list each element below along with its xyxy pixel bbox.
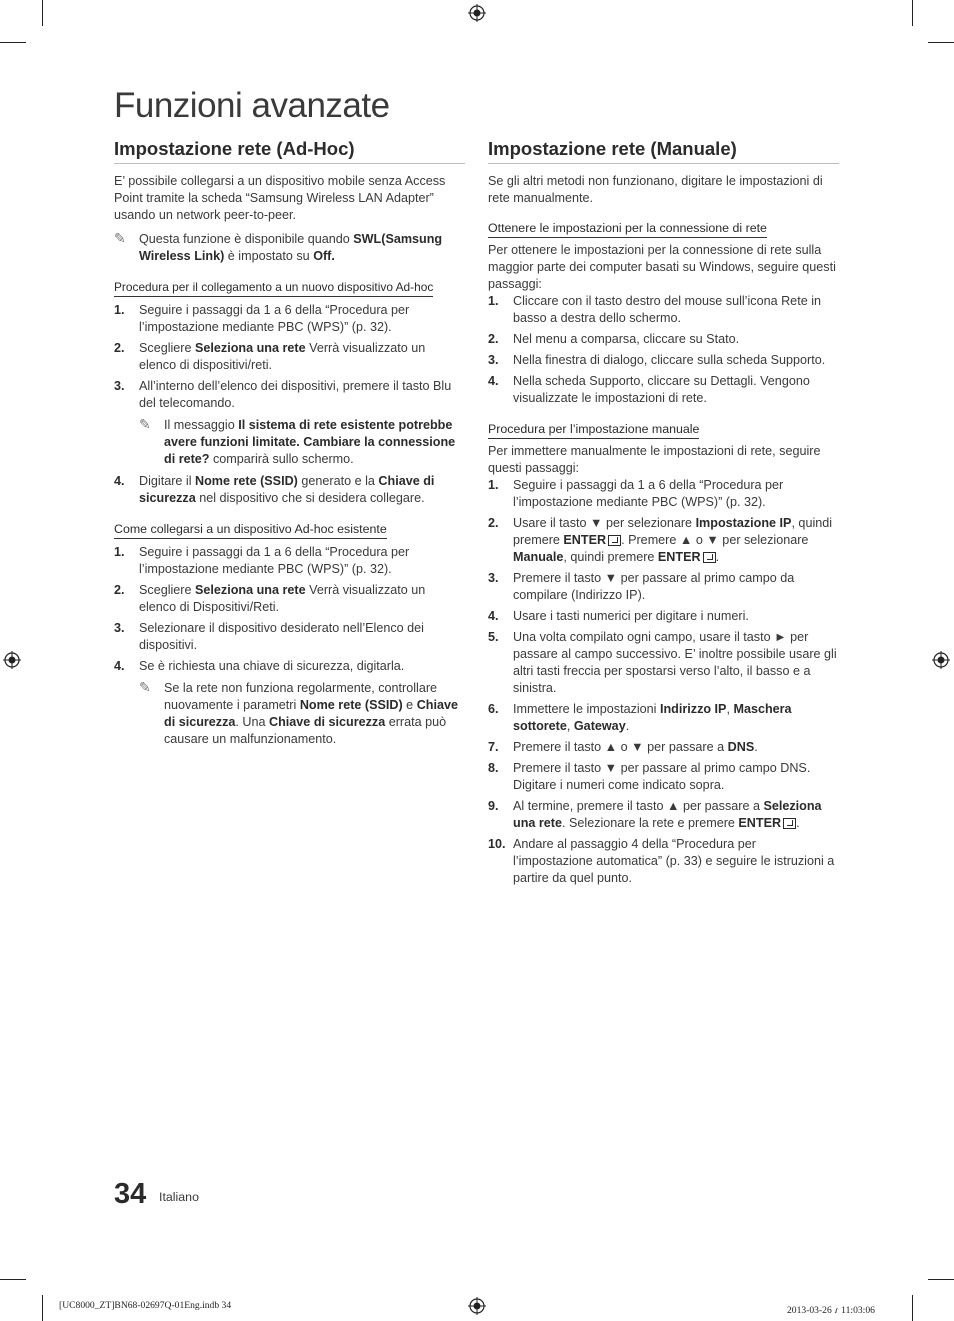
paragraph: Per ottenere le impostazioni per la connessione di rete sulla maggior parte dei computer basati su Windows, seguire questi passaggi: bbox=[488, 243, 836, 291]
enter-key-icon bbox=[608, 535, 621, 546]
pencil-note-icon: ✎ bbox=[139, 416, 151, 432]
note: ✎ Questa funzione è disponibile quando SWL(Samsung Wireless Link) è impostato su Off. bbox=[114, 230, 443, 263]
subsection-heading: Ottenere le impostazioni per la connessione di rete bbox=[488, 220, 767, 238]
section-heading: Impostazione rete (Ad-Hoc) bbox=[114, 137, 465, 164]
intro-text: E’ possibile collegarsi a un dispositivo mobile senza Access Point tramite la scheda “Samsung Wireless LAN Adapter” usando un network peer-to-peer. bbox=[114, 174, 446, 222]
crop-mark bbox=[42, 0, 43, 26]
crop-mark bbox=[912, 0, 913, 26]
pencil-note-icon: ✎ bbox=[139, 679, 151, 695]
note: ✎ Se la rete non funziona regolarmente, controllare nuovamente i parametri Nome rete (SSID) e Chiave di sicurezza. Una Chiave di sicurezza errata può causare un malfunzionamento. bbox=[139, 679, 459, 746]
crop-mark bbox=[0, 42, 26, 43]
list-item: 3. All’interno dell’elenco dei dispositivi, premere il tasto Blu del telecomando. ✎ Il messaggio Il sistema di rete esistente potrebbe avere funzioni limitate. Cambiare la connessione di rete? comparirà sullo schermo. bbox=[114, 378, 465, 468]
list-item: 2. Usare il tasto ▼ per selezionare Impostazione IP, quindi premere ENTER . Premere ▲ o ▼ per selezionare Manuale, quindi premere ENTER . bbox=[488, 516, 833, 564]
registration-mark-icon bbox=[932, 651, 950, 669]
file-slug: [UC8000_ZT]BN68-02697Q-01Eng.indb 34 bbox=[59, 1300, 232, 1311]
registration-mark-icon bbox=[468, 1297, 486, 1315]
list-item: 4. Se è richiesta una chiave di sicurezza, digitarla. ✎ Se la rete non funziona regolarmente, controllare nuovamente i parametri Nome rete (SSID) e Chiave di sicurezza. Una Chiave di sicurezza errata può causare un malfunzionamento. bbox=[114, 658, 465, 748]
crop-mark bbox=[0, 1279, 26, 1280]
list-item: 1. Seguire i passaggi da 1 a 6 della “Procedura per l’impostazione mediante PBC (WPS)” (p. 32). bbox=[114, 545, 410, 576]
list-item: 10. Andare al passaggio 4 della “Procedura per l’impostazione automatica” (p. 33) e seguire le istruzioni a partire da quel punto. bbox=[488, 837, 835, 885]
page-title: Funzioni avanzate bbox=[114, 86, 390, 125]
list-item: 9. Al termine, premere il tasto ▲ per passare a Seleziona una rete. Selezionare la rete e premere ENTER . bbox=[488, 799, 822, 830]
list-item: 3. Selezionare il dispositivo desiderato nell’Elenco dei dispositivi. bbox=[114, 621, 424, 652]
list-item: 3. Nella finestra di dialogo, cliccare sulla scheda Supporto. bbox=[488, 353, 826, 367]
language-label: Italiano bbox=[159, 1190, 199, 1204]
crop-mark bbox=[912, 1295, 913, 1321]
pencil-note-icon: ✎ bbox=[114, 230, 126, 246]
enter-key-icon bbox=[703, 552, 716, 563]
list-item: 2. Scegliere Seleziona una rete Verrà visualizzato un elenco di dispositivi/reti. bbox=[114, 341, 426, 372]
print-timestamp: 2013-03-26 ꪹ 11:03:06 bbox=[787, 1305, 875, 1316]
list-item: 1. Cliccare con il tasto destro del mouse sull’icona Rete in basso a destra dello schermo. bbox=[488, 294, 821, 325]
step-list bbox=[488, 293, 839, 407]
list-item: 4. Digitare il Nome rete (SSID) generato e la Chiave di sicurezza nel dispositivo che si desidera collegare. bbox=[114, 474, 435, 505]
registration-mark-icon bbox=[3, 651, 21, 669]
crop-mark bbox=[42, 1295, 43, 1321]
list-item: 4. Usare i tasti numerici per digitare i numeri. bbox=[488, 609, 749, 623]
intro-text: Se gli altri metodi non funzionano, digitare le impostazioni di rete manualmente. bbox=[488, 174, 823, 205]
list-item: 8. Premere il tasto ▼ per passare al primo campo DNS. Digitare i numeri come indicato sopra. bbox=[488, 761, 811, 792]
left-column bbox=[114, 137, 465, 748]
step-list bbox=[114, 302, 465, 507]
registration-mark-icon bbox=[468, 4, 486, 22]
list-item: 5. Una volta compilato ogni campo, usare il tasto ► per passare al campo successivo. E’ inoltre possibile usare gli altri tasti freccia per spostarsi verso l’alto, il basso e a sinistra. bbox=[488, 630, 837, 695]
list-item: 7. Premere il tasto ▲ o ▼ per passare a DNS. bbox=[488, 740, 758, 754]
list-item: 4. Nella scheda Supporto, cliccare su Dettagli. Vengono visualizzate le impostazioni di rete. bbox=[488, 374, 810, 405]
enter-key-icon bbox=[783, 818, 796, 829]
list-item: 1. Seguire i passaggi da 1 a 6 della “Procedura per l’impostazione mediante PBC (WPS)” (p. 32). bbox=[488, 478, 784, 509]
note: ✎ Il messaggio Il sistema di rete esistente potrebbe avere funzioni limitate. Cambiare la connessione di rete? comparirà sullo schermo. bbox=[139, 416, 456, 466]
crop-mark bbox=[928, 42, 954, 43]
section-heading: Impostazione rete (Manuale) bbox=[488, 137, 839, 164]
crop-mark bbox=[928, 1279, 954, 1280]
list-item: 2. Nel menu a comparsa, cliccare su Stato. bbox=[488, 332, 740, 346]
list-item: 3. Premere il tasto ▼ per passare al primo campo da compilare (Indirizzo IP). bbox=[488, 571, 795, 602]
subsection-heading: Procedura per l’impostazione manuale bbox=[488, 421, 699, 439]
step-list bbox=[114, 544, 465, 748]
paragraph: Per immettere manualmente le impostazioni di rete, seguire questi passaggi: bbox=[488, 444, 821, 475]
subsection-heading: Come collegarsi a un dispositivo Ad-hoc esistente bbox=[114, 521, 387, 539]
page-number: 34 bbox=[114, 1178, 147, 1210]
list-item: 1. Seguire i passaggi da 1 a 6 della “Procedura per l’impostazione mediante PBC (WPS)” (p. 32). bbox=[114, 303, 410, 334]
subsection-heading: Procedura per il collegamento a un nuovo dispositivo Ad-hoc bbox=[114, 279, 433, 297]
right-column bbox=[488, 137, 839, 887]
list-item: 6. Immettere le impostazioni Indirizzo IP, Maschera sottorete, Gateway. bbox=[488, 702, 792, 733]
list-item: 2. Scegliere Seleziona una rete Verrà visualizzato un elenco di Dispositivi/Reti. bbox=[114, 583, 426, 614]
step-list bbox=[488, 477, 839, 887]
